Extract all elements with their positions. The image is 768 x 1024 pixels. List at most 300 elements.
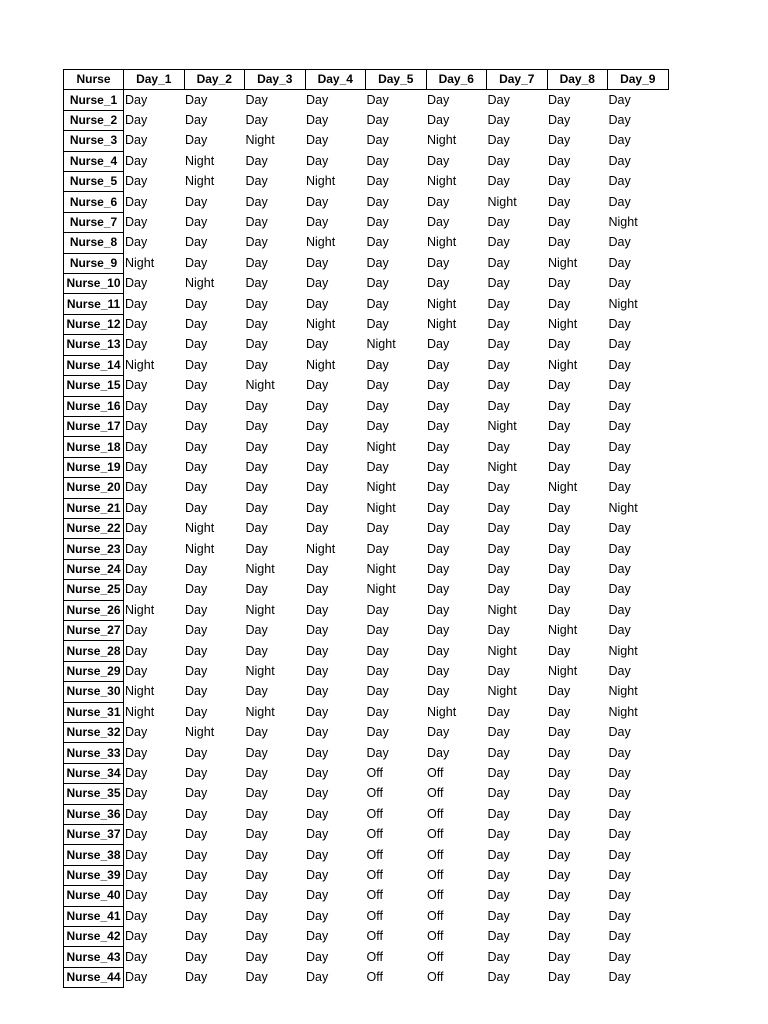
shift-cell: Day bbox=[427, 92, 450, 107]
shift-cell: Day bbox=[487, 827, 510, 842]
shift-cell: Night bbox=[366, 337, 396, 352]
shift-cell: Day bbox=[306, 929, 329, 944]
shift-cell: Day bbox=[366, 419, 389, 434]
shift-cell: Day bbox=[366, 194, 389, 209]
shift-cell: Day bbox=[487, 970, 510, 985]
shift-cell: Off bbox=[366, 970, 383, 985]
shift-cell: Day bbox=[125, 643, 148, 658]
table-row bbox=[64, 804, 669, 824]
shift-cell: Day bbox=[366, 255, 389, 270]
shift-cell: Day bbox=[427, 398, 450, 413]
shift-cell: Day bbox=[608, 868, 631, 883]
shift-cell: Day bbox=[306, 215, 329, 230]
shift-cell: Day bbox=[185, 582, 208, 597]
shift-cell: Day bbox=[487, 92, 510, 107]
nurse-name-cell: Nurse_14 bbox=[64, 355, 124, 375]
nurse-name-cell: Nurse_20 bbox=[64, 478, 124, 498]
shift-cell: Day bbox=[427, 215, 450, 230]
shift-cell: Day bbox=[366, 378, 389, 393]
header-cell-day-3: Day_3 bbox=[245, 70, 306, 90]
nurse-name-cell: Nurse_43 bbox=[64, 947, 124, 967]
nurse-name-cell: Nurse_5 bbox=[64, 172, 124, 192]
shift-cell: Night bbox=[125, 684, 155, 699]
shift-cell: Day bbox=[185, 868, 208, 883]
shift-cell: Night bbox=[125, 357, 155, 372]
shift-cell: Day bbox=[608, 480, 631, 495]
shift-cell: Day bbox=[487, 500, 510, 515]
shift-cell: Day bbox=[548, 133, 571, 148]
shift-cell: Day bbox=[245, 296, 268, 311]
shift-cell: Day bbox=[548, 970, 571, 985]
shift-cell: Night bbox=[427, 296, 457, 311]
shift-cell: Day bbox=[125, 113, 148, 128]
shift-cell: Day bbox=[185, 337, 208, 352]
table-row bbox=[64, 702, 669, 722]
shift-cell: Day bbox=[125, 663, 148, 678]
shift-cell: Day bbox=[427, 113, 450, 128]
shift-cell: Day bbox=[185, 480, 208, 495]
shift-cell: Day bbox=[608, 113, 631, 128]
nurse-name-cell: Nurse_39 bbox=[64, 865, 124, 885]
shift-cell: Day bbox=[487, 215, 510, 230]
shift-cell: Off bbox=[427, 806, 444, 821]
table-row bbox=[64, 743, 669, 763]
shift-cell: Night bbox=[608, 500, 638, 515]
shift-cell: Day bbox=[548, 684, 571, 699]
shift-cell: Night bbox=[548, 663, 578, 678]
shift-cell: Day bbox=[185, 133, 208, 148]
shift-cell: Off bbox=[427, 888, 444, 903]
nurse-name-cell: Nurse_13 bbox=[64, 335, 124, 355]
shift-cell: Day bbox=[185, 398, 208, 413]
shift-cell: Day bbox=[427, 541, 450, 556]
shift-cell: Day bbox=[366, 684, 389, 699]
nurse-name-cell: Nurse_11 bbox=[64, 294, 124, 314]
shift-cell: Day bbox=[185, 970, 208, 985]
table-row bbox=[64, 967, 669, 987]
shift-cell: Day bbox=[306, 500, 329, 515]
shift-cell: Off bbox=[427, 827, 444, 842]
header-cell-nurse: Nurse bbox=[64, 70, 124, 90]
shift-cell: Day bbox=[487, 153, 510, 168]
shift-cell: Day bbox=[608, 92, 631, 107]
shift-cell: Day bbox=[487, 296, 510, 311]
shift-cell: Day bbox=[185, 357, 208, 372]
shift-cell: Day bbox=[427, 643, 450, 658]
shift-cell: Day bbox=[366, 113, 389, 128]
nurse-schedule-table bbox=[63, 69, 669, 988]
table-row bbox=[64, 947, 669, 967]
shift-cell: Day bbox=[185, 827, 208, 842]
shift-cell: Day bbox=[125, 133, 148, 148]
shift-cell: Day bbox=[185, 561, 208, 576]
shift-cell: Day bbox=[487, 174, 510, 189]
shift-cell: Night bbox=[185, 521, 215, 536]
shift-cell: Day bbox=[487, 133, 510, 148]
shift-cell: Day bbox=[245, 766, 268, 781]
table-row bbox=[64, 865, 669, 885]
shift-cell: Day bbox=[125, 174, 148, 189]
shift-cell: Day bbox=[427, 623, 450, 638]
shift-cell: Day bbox=[487, 337, 510, 352]
shift-cell: Day bbox=[306, 725, 329, 740]
shift-cell: Off bbox=[427, 908, 444, 923]
shift-cell: Day bbox=[608, 194, 631, 209]
shift-cell: Day bbox=[366, 215, 389, 230]
nurse-name-cell: Nurse_10 bbox=[64, 274, 124, 294]
shift-cell: Day bbox=[487, 276, 510, 291]
nurse-name-cell: Nurse_25 bbox=[64, 580, 124, 600]
shift-cell: Day bbox=[185, 92, 208, 107]
shift-cell: Off bbox=[427, 970, 444, 985]
nurse-name-cell: Nurse_26 bbox=[64, 600, 124, 620]
shift-cell: Day bbox=[185, 888, 208, 903]
nurse-name-cell: Nurse_36 bbox=[64, 804, 124, 824]
shift-cell: Day bbox=[245, 276, 268, 291]
shift-cell: Day bbox=[185, 766, 208, 781]
shift-cell: Day bbox=[245, 480, 268, 495]
shift-cell: Day bbox=[548, 602, 571, 617]
shift-cell: Day bbox=[548, 419, 571, 434]
shift-cell: Night bbox=[608, 296, 638, 311]
shift-cell: Day bbox=[366, 133, 389, 148]
shift-cell: Day bbox=[306, 419, 329, 434]
shift-cell: Day bbox=[548, 92, 571, 107]
nurse-name-cell: Nurse_23 bbox=[64, 539, 124, 559]
shift-cell: Day bbox=[487, 806, 510, 821]
nurse-name-cell: Nurse_15 bbox=[64, 376, 124, 396]
shift-cell: Day bbox=[608, 602, 631, 617]
shift-cell: Day bbox=[548, 582, 571, 597]
shift-cell: Day bbox=[245, 806, 268, 821]
shift-cell: Day bbox=[245, 255, 268, 270]
table-row bbox=[64, 335, 669, 355]
nurse-name-cell: Nurse_32 bbox=[64, 723, 124, 743]
shift-cell: Day bbox=[245, 888, 268, 903]
shift-cell: Day bbox=[245, 541, 268, 556]
nurse-name-cell: Nurse_2 bbox=[64, 110, 124, 130]
shift-cell: Day bbox=[548, 215, 571, 230]
shift-cell: Day bbox=[125, 888, 148, 903]
shift-cell: Day bbox=[608, 582, 631, 597]
shift-cell: Day bbox=[427, 602, 450, 617]
shift-cell: Day bbox=[608, 663, 631, 678]
shift-cell: Day bbox=[245, 725, 268, 740]
table-row bbox=[64, 233, 669, 253]
nurse-name-cell: Nurse_27 bbox=[64, 620, 124, 640]
shift-cell: Day bbox=[125, 194, 148, 209]
table-row bbox=[64, 580, 669, 600]
shift-cell: Day bbox=[427, 480, 450, 495]
shift-cell: Day bbox=[548, 174, 571, 189]
shift-cell: Night bbox=[487, 643, 517, 658]
shift-cell: Day bbox=[185, 684, 208, 699]
shift-cell: Day bbox=[608, 459, 631, 474]
shift-cell: Day bbox=[245, 235, 268, 250]
shift-cell: Night bbox=[548, 357, 578, 372]
table-row bbox=[64, 559, 669, 579]
table-row bbox=[64, 253, 669, 273]
shift-cell: Day bbox=[245, 908, 268, 923]
shift-cell: Day bbox=[306, 439, 329, 454]
shift-cell: Day bbox=[548, 766, 571, 781]
shift-cell: Day bbox=[125, 541, 148, 556]
shift-cell: Off bbox=[366, 908, 383, 923]
shift-cell: Day bbox=[548, 153, 571, 168]
shift-cell: Day bbox=[548, 643, 571, 658]
shift-cell: Day bbox=[608, 929, 631, 944]
shift-cell: Day bbox=[366, 153, 389, 168]
shift-cell: Day bbox=[608, 439, 631, 454]
shift-cell: Day bbox=[306, 949, 329, 964]
shift-cell: Day bbox=[548, 827, 571, 842]
shift-cell: Day bbox=[608, 766, 631, 781]
shift-cell: Day bbox=[306, 521, 329, 536]
shift-cell: Day bbox=[306, 480, 329, 495]
shift-cell: Day bbox=[427, 378, 450, 393]
nurse-name-cell: Nurse_9 bbox=[64, 253, 124, 273]
shift-cell: Day bbox=[366, 704, 389, 719]
shift-cell: Night bbox=[306, 317, 336, 332]
shift-cell: Day bbox=[125, 908, 148, 923]
shift-cell: Day bbox=[487, 582, 510, 597]
shift-cell: Day bbox=[366, 357, 389, 372]
shift-cell: Day bbox=[608, 398, 631, 413]
shift-cell: Day bbox=[125, 521, 148, 536]
shift-cell: Night bbox=[245, 602, 275, 617]
shift-cell: Day bbox=[608, 908, 631, 923]
shift-cell: Day bbox=[487, 888, 510, 903]
shift-cell: Day bbox=[125, 215, 148, 230]
shift-cell: Day bbox=[245, 970, 268, 985]
shift-cell: Day bbox=[125, 786, 148, 801]
shift-cell: Night bbox=[185, 725, 215, 740]
nurse-name-cell: Nurse_21 bbox=[64, 498, 124, 518]
shift-cell: Off bbox=[366, 868, 383, 883]
shift-cell: Day bbox=[185, 296, 208, 311]
shift-cell: Night bbox=[427, 235, 457, 250]
nurse-name-cell: Nurse_19 bbox=[64, 457, 124, 477]
header-cell-day-6: Day_6 bbox=[426, 70, 487, 90]
shift-cell: Off bbox=[366, 847, 383, 862]
shift-cell: Off bbox=[427, 786, 444, 801]
shift-cell: Day bbox=[608, 317, 631, 332]
table-row bbox=[64, 927, 669, 947]
table-row bbox=[64, 600, 669, 620]
shift-cell: Night bbox=[366, 480, 396, 495]
header-cell-day-9: Day_9 bbox=[608, 70, 669, 90]
shift-cell: Night bbox=[427, 133, 457, 148]
shift-cell: Day bbox=[185, 255, 208, 270]
shift-cell: Day bbox=[608, 357, 631, 372]
shift-cell: Day bbox=[245, 174, 268, 189]
shift-cell: Day bbox=[427, 745, 450, 760]
shift-cell: Day bbox=[245, 643, 268, 658]
nurse-name-cell: Nurse_31 bbox=[64, 702, 124, 722]
header-row bbox=[64, 70, 669, 90]
shift-cell: Day bbox=[366, 296, 389, 311]
shift-cell: Night bbox=[427, 317, 457, 332]
nurse-name-cell: Nurse_1 bbox=[64, 90, 124, 110]
table-row bbox=[64, 396, 669, 416]
table-row bbox=[64, 192, 669, 212]
shift-cell: Day bbox=[427, 439, 450, 454]
shift-cell: Day bbox=[548, 276, 571, 291]
nurse-name-cell: Nurse_35 bbox=[64, 784, 124, 804]
header-cell-day-2: Day_2 bbox=[184, 70, 245, 90]
shift-cell: Off bbox=[366, 949, 383, 964]
shift-cell: Day bbox=[548, 194, 571, 209]
shift-cell: Day bbox=[125, 153, 148, 168]
shift-cell: Day bbox=[487, 439, 510, 454]
shift-cell: Day bbox=[125, 561, 148, 576]
shift-cell: Off bbox=[366, 929, 383, 944]
nurse-name-cell: Nurse_24 bbox=[64, 559, 124, 579]
shift-cell: Day bbox=[185, 786, 208, 801]
shift-cell: Day bbox=[487, 521, 510, 536]
table-row bbox=[64, 376, 669, 396]
shift-cell: Day bbox=[185, 215, 208, 230]
shift-cell: Day bbox=[487, 745, 510, 760]
shift-cell: Day bbox=[548, 459, 571, 474]
shift-cell: Day bbox=[125, 439, 148, 454]
shift-cell: Day bbox=[185, 419, 208, 434]
shift-cell: Day bbox=[125, 500, 148, 515]
shift-cell: Day bbox=[245, 847, 268, 862]
shift-cell: Day bbox=[366, 276, 389, 291]
nurse-name-cell: Nurse_37 bbox=[64, 825, 124, 845]
table-row bbox=[64, 274, 669, 294]
shift-cell: Off bbox=[427, 949, 444, 964]
shift-cell: Day bbox=[245, 398, 268, 413]
shift-cell: Day bbox=[185, 949, 208, 964]
shift-cell: Night bbox=[245, 704, 275, 719]
shift-cell: Night bbox=[366, 582, 396, 597]
shift-cell: Day bbox=[245, 215, 268, 230]
shift-cell: Night bbox=[366, 500, 396, 515]
shift-cell: Day bbox=[245, 827, 268, 842]
shift-cell: Day bbox=[125, 419, 148, 434]
nurse-name-cell: Nurse_7 bbox=[64, 212, 124, 232]
shift-cell: Day bbox=[245, 623, 268, 638]
table-row bbox=[64, 825, 669, 845]
shift-cell: Night bbox=[608, 704, 638, 719]
shift-cell: Day bbox=[245, 745, 268, 760]
table-row bbox=[64, 110, 669, 130]
shift-cell: Day bbox=[125, 929, 148, 944]
shift-cell: Day bbox=[487, 398, 510, 413]
table-row bbox=[64, 784, 669, 804]
shift-cell: Night bbox=[306, 357, 336, 372]
shift-cell: Day bbox=[306, 643, 329, 658]
header-cell-day-8: Day_8 bbox=[547, 70, 608, 90]
shift-cell: Night bbox=[125, 704, 155, 719]
shift-cell: Day bbox=[608, 888, 631, 903]
shift-cell: Day bbox=[548, 398, 571, 413]
shift-cell: Day bbox=[245, 113, 268, 128]
shift-cell: Day bbox=[608, 174, 631, 189]
shift-cell: Day bbox=[185, 704, 208, 719]
shift-cell: Day bbox=[306, 684, 329, 699]
shift-cell: Day bbox=[487, 949, 510, 964]
shift-cell: Day bbox=[306, 888, 329, 903]
nurse-name-cell: Nurse_28 bbox=[64, 641, 124, 661]
shift-cell: Day bbox=[306, 398, 329, 413]
shift-cell: Day bbox=[366, 643, 389, 658]
shift-cell: Day bbox=[366, 521, 389, 536]
shift-cell: Day bbox=[608, 276, 631, 291]
table-row bbox=[64, 641, 669, 661]
shift-cell: Day bbox=[245, 929, 268, 944]
shift-cell: Day bbox=[608, 847, 631, 862]
shift-cell: Day bbox=[306, 970, 329, 985]
shift-cell: Day bbox=[608, 786, 631, 801]
shift-cell: Day bbox=[306, 92, 329, 107]
shift-cell: Night bbox=[245, 561, 275, 576]
shift-cell: Night bbox=[427, 704, 457, 719]
shift-cell: Day bbox=[306, 766, 329, 781]
shift-cell: Day bbox=[306, 786, 329, 801]
shift-cell: Day bbox=[125, 459, 148, 474]
shift-cell: Day bbox=[548, 500, 571, 515]
shift-cell: Day bbox=[608, 255, 631, 270]
shift-cell: Day bbox=[125, 745, 148, 760]
shift-cell: Day bbox=[306, 296, 329, 311]
shift-cell: Day bbox=[366, 602, 389, 617]
shift-cell: Night bbox=[608, 643, 638, 658]
shift-cell: Day bbox=[548, 868, 571, 883]
shift-cell: Night bbox=[185, 153, 215, 168]
shift-cell: Day bbox=[548, 725, 571, 740]
shift-cell: Day bbox=[548, 113, 571, 128]
shift-cell: Day bbox=[608, 541, 631, 556]
shift-cell: Day bbox=[245, 459, 268, 474]
shift-cell: Day bbox=[487, 868, 510, 883]
shift-cell: Night bbox=[245, 378, 275, 393]
shift-cell: Day bbox=[245, 337, 268, 352]
shift-cell: Day bbox=[185, 439, 208, 454]
shift-cell: Day bbox=[306, 602, 329, 617]
shift-cell: Day bbox=[306, 255, 329, 270]
shift-cell: Day bbox=[306, 153, 329, 168]
shift-cell: Day bbox=[185, 929, 208, 944]
shift-cell: Day bbox=[306, 113, 329, 128]
shift-cell: Day bbox=[245, 357, 268, 372]
shift-cell: Day bbox=[245, 949, 268, 964]
shift-cell: Day bbox=[548, 888, 571, 903]
shift-cell: Day bbox=[366, 235, 389, 250]
nurse-name-cell: Nurse_8 bbox=[64, 233, 124, 253]
header-cell-day-7: Day_7 bbox=[487, 70, 548, 90]
shift-cell: Day bbox=[608, 133, 631, 148]
shift-cell: Night bbox=[548, 480, 578, 495]
shift-cell: Day bbox=[548, 908, 571, 923]
shift-cell: Day bbox=[185, 317, 208, 332]
table-row bbox=[64, 294, 669, 314]
shift-cell: Night bbox=[608, 684, 638, 699]
shift-cell: Day bbox=[125, 337, 148, 352]
shift-cell: Day bbox=[487, 623, 510, 638]
shift-cell: Day bbox=[487, 255, 510, 270]
shift-cell: Day bbox=[306, 663, 329, 678]
shift-cell: Day bbox=[306, 745, 329, 760]
table-row bbox=[64, 763, 669, 783]
shift-cell: Day bbox=[608, 970, 631, 985]
shift-cell: Day bbox=[245, 92, 268, 107]
nurse-name-cell: Nurse_34 bbox=[64, 763, 124, 783]
shift-cell: Day bbox=[427, 561, 450, 576]
shift-cell: Day bbox=[427, 663, 450, 678]
